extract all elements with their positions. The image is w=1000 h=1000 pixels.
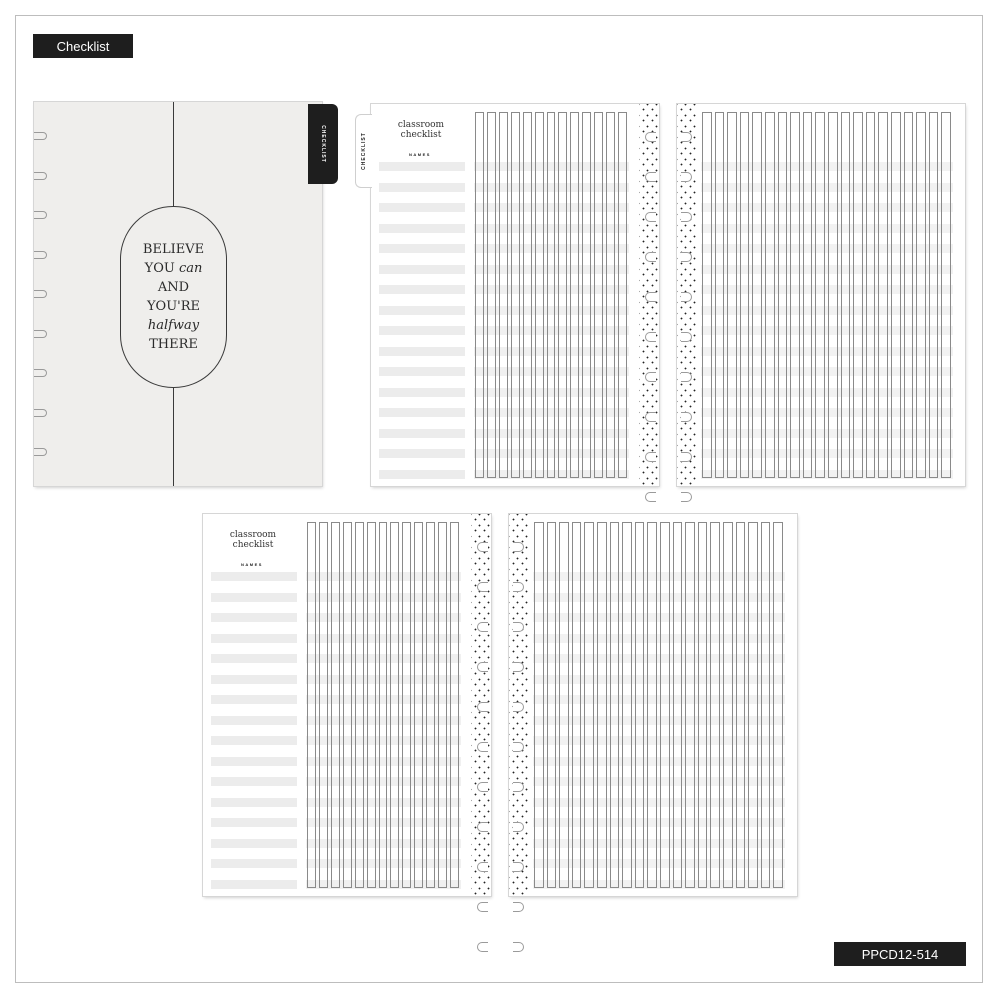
product-code-label (834, 942, 966, 966)
name-line (379, 388, 465, 397)
checkbox-column (740, 112, 750, 478)
grid-stripe (701, 203, 953, 212)
checkbox-grid (533, 522, 785, 888)
grid-stripe (701, 367, 953, 376)
grid-stripe (701, 347, 953, 356)
checkbox-column (765, 112, 775, 478)
disc-ring-icon (645, 452, 656, 462)
checkbox-column (752, 112, 762, 478)
checkbox-column (815, 112, 825, 478)
checkbox-column (610, 522, 620, 888)
checkbox-column (673, 522, 683, 888)
checkbox-column (929, 112, 939, 478)
disc-ring-icon (681, 492, 692, 502)
disc-ring-icon (681, 172, 692, 182)
grid-stripe (701, 429, 953, 438)
checkbox-column (841, 112, 851, 478)
checkbox-column (597, 522, 607, 888)
grid-stripe (533, 798, 785, 807)
cover-tab[interactable] (308, 104, 338, 184)
checkbox-column (307, 522, 316, 888)
checkbox-grid (474, 112, 629, 478)
grid-stripe (701, 470, 953, 479)
disc-ring-icon (513, 742, 524, 752)
checkbox-column (710, 522, 720, 888)
disc-ring-icon (477, 662, 488, 672)
checkbox-column (647, 522, 657, 888)
checkbox-column (941, 112, 951, 478)
checkbox-column (534, 522, 544, 888)
names-label: NAMES (241, 562, 263, 567)
disc-ring-icon (645, 372, 656, 382)
checkbox-column (685, 522, 695, 888)
disc-ring-icon (34, 290, 47, 298)
disc-ring-icon (681, 252, 692, 262)
disc-ring-icon (34, 211, 47, 219)
disc-ring-icon (645, 292, 656, 302)
checkbox-column (904, 112, 914, 478)
name-line (211, 634, 297, 643)
grid-stripe (701, 162, 953, 171)
checkbox-column (773, 522, 783, 888)
name-line (379, 408, 465, 417)
name-line (379, 347, 465, 356)
grid-stripe (533, 736, 785, 745)
checkbox-column (727, 112, 737, 478)
sheet-tab (355, 114, 372, 188)
checkbox-column (438, 522, 447, 888)
name-line (211, 777, 297, 786)
name-line (211, 695, 297, 704)
disc-ring-icon (681, 212, 692, 222)
name-line (379, 203, 465, 212)
disc-ring-icon (34, 330, 47, 338)
name-line (379, 470, 465, 479)
checkbox-column (511, 112, 520, 478)
checkbox-column (367, 522, 376, 888)
checkbox-column (606, 112, 615, 478)
disc-ring-icon (477, 902, 488, 912)
checkbox-column (547, 112, 556, 478)
disc-ring-icon (645, 172, 656, 182)
name-line (379, 224, 465, 233)
disc-ring-icon (477, 822, 488, 832)
checkbox-column (355, 522, 364, 888)
disc-ring-icon (513, 942, 524, 952)
names-label: NAMES (409, 152, 431, 157)
quote-line: THERE (149, 337, 198, 352)
quote-line: YOU'RE (146, 299, 201, 314)
checkbox-column (559, 522, 569, 888)
cover-page (34, 102, 322, 486)
grid-stripe (533, 818, 785, 827)
checkbox-column (916, 112, 926, 478)
name-line (379, 285, 465, 294)
checkbox-column (319, 522, 328, 888)
disc-ring-icon (513, 822, 524, 832)
checkbox-column (523, 112, 532, 478)
checkbox-column (618, 112, 627, 478)
grid-stripe (701, 326, 953, 335)
name-line (379, 429, 465, 438)
checkbox-column (558, 112, 567, 478)
grid-stripe (533, 716, 785, 725)
name-line (379, 265, 465, 274)
checkbox-column (736, 522, 746, 888)
checkbox-column (878, 112, 888, 478)
name-line (211, 572, 297, 581)
disc-ring-icon (477, 942, 488, 952)
grid-stripe (533, 757, 785, 766)
name-line (211, 716, 297, 725)
disc-ring-icon (34, 172, 47, 180)
checkbox-column (450, 522, 459, 888)
checkbox-column (402, 522, 411, 888)
checkbox-column (582, 112, 591, 478)
disc-ring-icon (681, 292, 692, 302)
checkbox-column (761, 522, 771, 888)
disc-ring-icon (477, 702, 488, 712)
sheet-title: classroom checklist (229, 530, 277, 550)
right-sheet (509, 514, 797, 896)
disc-ring-icon (645, 412, 656, 422)
name-line (211, 818, 297, 827)
name-line (211, 880, 297, 889)
quote-line: halfway (147, 318, 200, 333)
name-line (379, 244, 465, 253)
checkbox-column (866, 112, 876, 478)
disc-ring-icon (477, 542, 488, 552)
grid-stripe (701, 388, 953, 397)
checkbox-column (572, 522, 582, 888)
disc-ring-icon (513, 542, 524, 552)
disc-ring-icon (34, 369, 47, 377)
name-line (379, 183, 465, 192)
grid-stripe (533, 634, 785, 643)
grid-stripe (533, 880, 785, 889)
disc-ring-icon (477, 742, 488, 752)
disc-ring-icon (34, 409, 47, 417)
grid-stripe (533, 572, 785, 581)
title-text: Checklist (56, 38, 110, 54)
sheet-tab-label: CHECKLIST (361, 132, 367, 170)
checkbox-column (475, 112, 484, 478)
checkbox-column (891, 112, 901, 478)
title-label (33, 34, 133, 58)
checkbox-column (390, 522, 399, 888)
disc-ring-icon (681, 452, 692, 462)
checkbox-column (343, 522, 352, 888)
disc-ring-icon (513, 582, 524, 592)
grid-stripe (533, 859, 785, 868)
grid-stripe (533, 675, 785, 684)
disc-ring-icon (477, 622, 488, 632)
checkbox-column (331, 522, 340, 888)
grid-stripe (533, 654, 785, 663)
grid-stripe (533, 695, 785, 704)
checkbox-column (499, 112, 508, 478)
grid-stripe (701, 408, 953, 417)
name-line (379, 162, 465, 171)
cover-tab-label: CHECKLIST (320, 125, 326, 163)
checkbox-grid (701, 112, 953, 478)
disc-ring-icon (477, 862, 488, 872)
disc-ring-icon (681, 372, 692, 382)
grid-stripe (701, 244, 953, 253)
disc-ring-icon (34, 448, 47, 456)
disc-ring-icon (513, 902, 524, 912)
name-line (211, 613, 297, 622)
name-line (211, 859, 297, 868)
grid-stripe (533, 839, 785, 848)
disc-ring-icon (645, 252, 656, 262)
checkbox-grid (306, 522, 461, 888)
grid-stripe (701, 265, 953, 274)
quote-arch (120, 206, 227, 388)
quote-text (143, 240, 204, 354)
grid-stripe (533, 593, 785, 602)
checkbox-column (828, 112, 838, 478)
name-line (211, 798, 297, 807)
name-line (379, 449, 465, 458)
name-line (379, 306, 465, 315)
checkbox-column (723, 522, 733, 888)
quote-line: BELIEVE (142, 242, 205, 257)
checkbox-column (594, 112, 603, 478)
disc-ring-icon (681, 132, 692, 142)
name-line (211, 654, 297, 663)
disc-ring-icon (513, 862, 524, 872)
checkbox-column (853, 112, 863, 478)
checkbox-column (698, 522, 708, 888)
disc-ring-icon (513, 702, 524, 712)
name-line (379, 367, 465, 376)
grid-stripe (701, 449, 953, 458)
checkbox-column (426, 522, 435, 888)
checkbox-column (379, 522, 388, 888)
grid-stripe (701, 224, 953, 233)
grid-stripe (701, 285, 953, 294)
checkbox-column (748, 522, 758, 888)
disc-ring-icon (681, 332, 692, 342)
disc-ring-icon (34, 132, 47, 140)
disc-ring-icon (34, 251, 47, 259)
name-line (211, 736, 297, 745)
quote-line: AND (157, 280, 190, 295)
left-sheet (361, 104, 659, 486)
disc-ring-icon (477, 782, 488, 792)
checkbox-column (414, 522, 423, 888)
disc-ring-icon (513, 662, 524, 672)
disc-ring-icon (681, 412, 692, 422)
disc-ring-icon (645, 332, 656, 342)
checkbox-column (622, 522, 632, 888)
checkbox-column (635, 522, 645, 888)
checkbox-column (535, 112, 544, 478)
checkbox-column (778, 112, 788, 478)
sheet-title: classroom checklist (397, 120, 445, 140)
quote-line: YOU can (144, 261, 203, 276)
disc-ring-icon (477, 582, 488, 592)
grid-stripe (701, 306, 953, 315)
checkbox-column (803, 112, 813, 478)
left-sheet (203, 514, 491, 896)
name-line (211, 593, 297, 602)
name-line (211, 675, 297, 684)
checkbox-column (790, 112, 800, 478)
checkbox-column (570, 112, 579, 478)
checkbox-column (547, 522, 557, 888)
checkbox-column (660, 522, 670, 888)
disc-ring-icon (513, 782, 524, 792)
checkbox-column (715, 112, 725, 478)
checkbox-column (702, 112, 712, 478)
grid-stripe (701, 183, 953, 192)
name-line (211, 757, 297, 766)
disc-ring-icon (645, 212, 656, 222)
disc-ring-icon (645, 492, 656, 502)
name-line (211, 839, 297, 848)
grid-stripe (533, 613, 785, 622)
checkbox-column (584, 522, 594, 888)
right-sheet (677, 104, 965, 486)
name-line (379, 326, 465, 335)
disc-ring-icon (513, 622, 524, 632)
checkbox-column (487, 112, 496, 478)
disc-ring-icon (645, 132, 656, 142)
grid-stripe (533, 777, 785, 786)
product-code-text: PPCD12-514 (861, 946, 939, 962)
